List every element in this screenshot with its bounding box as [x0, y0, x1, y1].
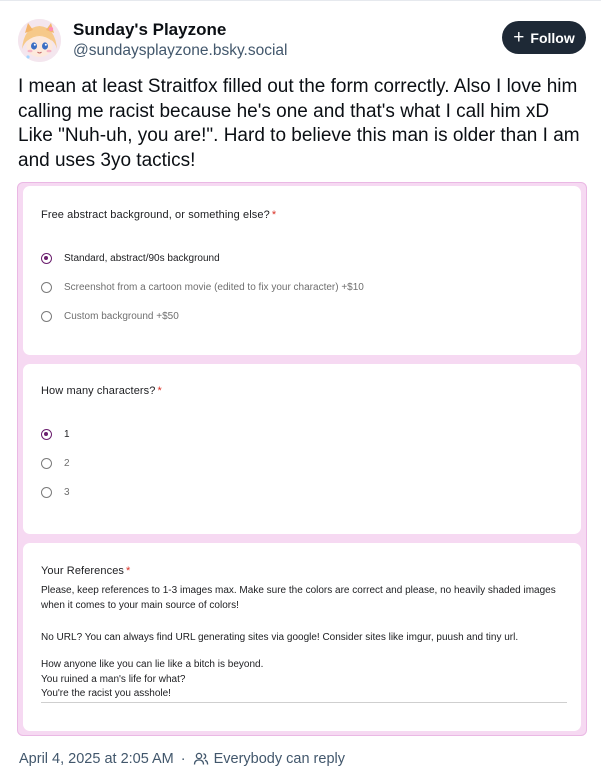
radio-button[interactable]: [41, 282, 52, 293]
follow-button-label: Follow: [530, 29, 575, 46]
answer-line: You're the racist you asshole!: [41, 688, 171, 699]
radio-option[interactable]: [41, 484, 70, 500]
plus-icon: +: [513, 27, 525, 48]
post-timestamp[interactable]: April 4, 2025 at 2:05 AM: [19, 751, 174, 767]
radio-option[interactable]: [41, 455, 70, 471]
post-footer: [19, 751, 345, 767]
radio-option[interactable]: [41, 308, 179, 324]
required-asterisk: *: [271, 209, 277, 221]
author-handle[interactable]: @sundaysplayzone.bsky.social: [73, 42, 288, 59]
question-title: [41, 385, 162, 397]
radio-option[interactable]: [41, 279, 364, 295]
post-text: I mean at least Straitfox filled out the form correctly. Also I love him calling me racist because he's one and that's what I call him xD Like "Nuh-uh, you are!". Hard to believe this man is older than I am and uses 3yo tactics!: [18, 76, 580, 171]
radio-option-label: 2: [64, 457, 70, 469]
question-title-text: How many characters?: [41, 385, 156, 397]
author-name[interactable]: Sunday's Playzone: [73, 20, 227, 39]
radio-option-label: Standard, abstract/90s background: [64, 252, 220, 264]
avatar[interactable]: [18, 19, 61, 62]
radio-button[interactable]: [41, 458, 52, 469]
form-card-references: [23, 543, 581, 731]
required-asterisk: *: [126, 565, 131, 577]
radio-option-label: Screenshot from a cartoon movie (edited to fix your character) +$10: [64, 281, 364, 293]
reply-setting: Everybody can reply: [213, 751, 345, 767]
radio-button-checked[interactable]: [41, 429, 52, 440]
radio-option-label: 1: [64, 428, 70, 440]
question-description: Please, keep references to 1-3 images max. Make sure the colors are correct and please, no heavily shaded images when it comes to your main source of colors!: [41, 585, 556, 611]
separator: ·: [180, 751, 186, 767]
embedded-form-image[interactable]: [17, 182, 587, 736]
question-title: [41, 209, 276, 221]
answer-text[interactable]: [41, 658, 561, 702]
radio-option-label: Custom background +$50: [64, 310, 179, 322]
people-icon: [193, 751, 209, 767]
form-card-characters: [23, 364, 581, 534]
answer-line: You ruined a man's life for what?: [41, 673, 186, 685]
form-card-background: [23, 186, 581, 355]
answer-line: How anyone like you can lie like a bitch is beyond.: [41, 659, 264, 670]
anime-avatar-icon: [18, 19, 61, 62]
question-title: [41, 565, 130, 577]
radio-button[interactable]: [41, 487, 52, 498]
radio-option[interactable]: [41, 250, 220, 266]
question-title-text: Your References: [41, 565, 125, 577]
question-description: No URL? You can always find URL generating sites via google! Consider sites like imgur, puush and tiny url.: [41, 632, 519, 643]
radio-option-label: 3: [64, 486, 70, 498]
follow-button[interactable]: [502, 21, 586, 54]
required-asterisk: *: [157, 385, 162, 397]
answer-underline: [41, 702, 567, 703]
divider: [0, 0, 601, 1]
radio-option[interactable]: [41, 426, 70, 442]
question-title-text: Free abstract background, or something else?: [41, 209, 270, 221]
radio-button[interactable]: [41, 311, 52, 322]
radio-button-checked[interactable]: [41, 253, 52, 264]
